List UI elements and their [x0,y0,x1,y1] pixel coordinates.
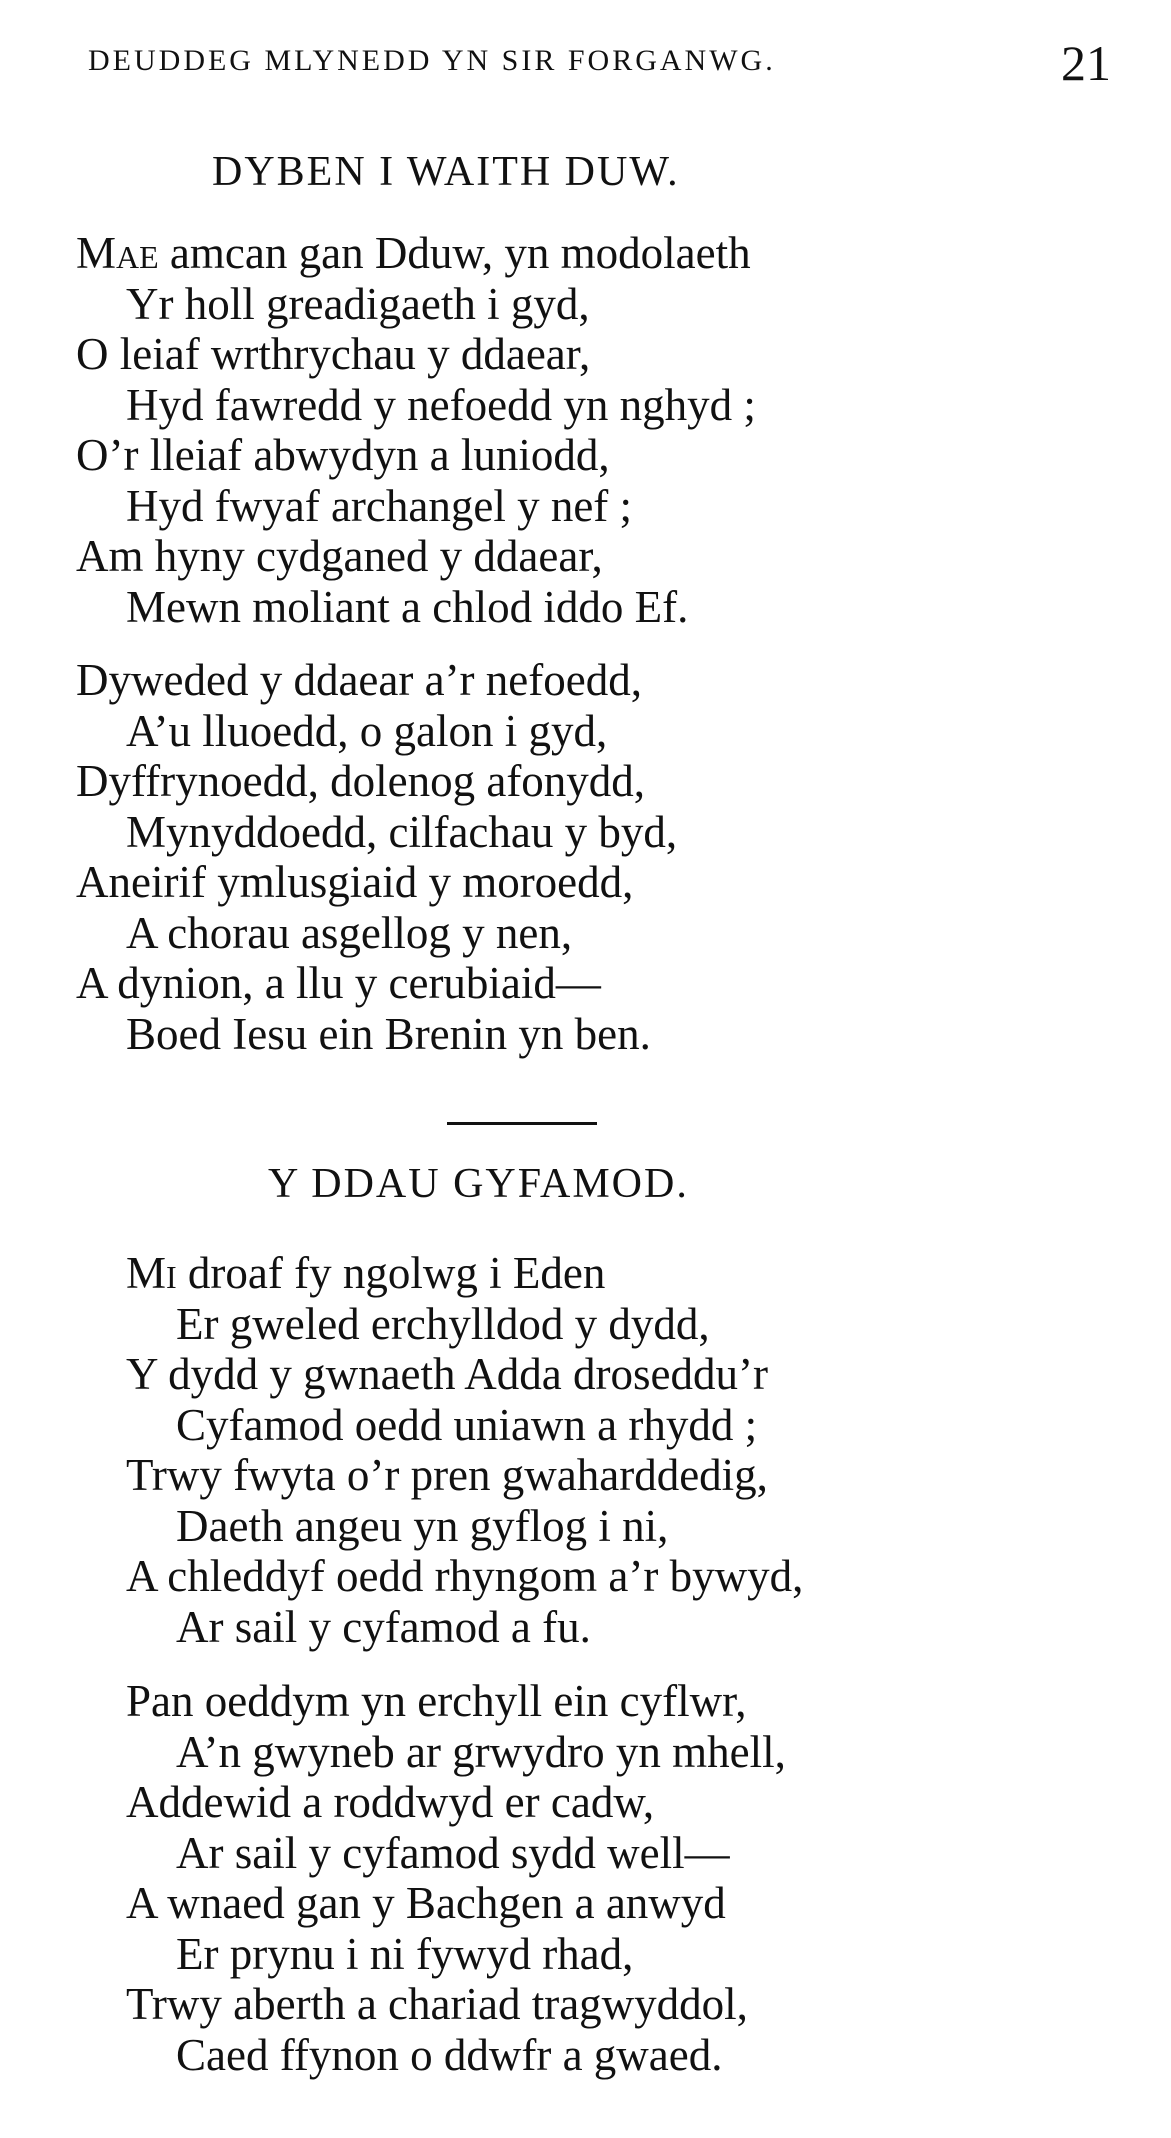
poem2-stanza-2 [126,1676,786,2080]
verse-line: Hyd fwyaf archangel y nef ; [126,480,633,531]
verse-line: A dynion, a llu y cerubiaid— [76,958,601,1008]
verse-line: Y dydd y gwnaeth Adda droseddu’r [126,1349,768,1399]
verse-line: A’u lluoedd, o galon i gyd, [126,705,608,756]
verse-line: Yr holl greadigaeth i gyd, [126,278,590,329]
poem-title-ddau-gyfamod: Y DDAU GYFAMOD. [268,1161,689,1207]
verse-line: Er gweled erchylldod y dydd, [176,1298,710,1349]
verse-line: Mynyddoedd, cilfachau y byd, [126,806,678,857]
initial-word: Mi [126,1248,177,1298]
verse-line: Ar sail y cyfamod sydd well— [176,1827,730,1878]
verse-line: Caed ffynon o ddwfr a gwaed. [176,2029,723,2080]
verse-line: A wnaed gan y Bachgen a anwyd [126,1878,726,1928]
poem1-stanza-1 [76,228,756,632]
verse-line: Trwy fwyta o’r pren gwaharddedig, [126,1450,768,1500]
section-divider [447,1122,597,1125]
verse-line: Pan oeddym yn erchyll ein cyflwr, [126,1676,747,1726]
verse-line: A chorau asgellog y nen, [126,907,573,958]
verse-line: Trwy aberth a chariad tragwyddol, [126,1979,748,2029]
verse-line [126,1248,803,1299]
poem2-stanza-1 [126,1248,803,1652]
verse-line: Hyd fawredd y nefoedd yn nghyd ; [126,379,756,430]
verse-line-rest: amcan gan Dduw, yn modolaeth [158,228,751,278]
verse-line: Dyweded y ddaear a’r nefoedd, [76,655,642,705]
verse-line: Daeth angeu yn gyflog i ni, [176,1500,669,1551]
verse-line: Aneirif ymlusgiaid y moroedd, [76,857,634,907]
verse-line-rest: droaf fy ngolwg i Eden [176,1248,606,1298]
verse-line: Er prynu i ni fywyd rhad, [176,1928,634,1979]
verse-line: A’n gwyneb ar grwydro yn mhell, [176,1726,786,1777]
poem1-stanza-2 [76,655,677,1059]
page-number: 21 [1061,35,1111,91]
initial-word: Mae [76,228,159,278]
verse-line: Cyfamod oedd uniawn a rhydd ; [176,1399,758,1450]
verse-line: Boed Iesu ein Brenin yn ben. [126,1008,651,1059]
verse-line: Addewid a roddwyd er cadw, [126,1777,655,1827]
verse-line: Dyffrynoedd, dolenog afonydd, [76,756,646,806]
verse-line: O leiaf wrthrychau y ddaear, [76,329,591,379]
running-header: DEUDDEG MLYNEDD YN SIR FORGANWG. [88,44,776,77]
verse-line [76,228,756,279]
poem-title-dyben: DYBEN I WAITH DUW. [212,149,680,195]
verse-line: Ar sail y cyfamod a fu. [176,1601,591,1652]
verse-line: Am hyny cydganed y ddaear, [76,531,603,581]
verse-line: Mewn moliant a chlod iddo Ef. [126,581,689,632]
verse-line: O’r lleiaf abwydyn a luniodd, [76,430,610,480]
verse-line: A chleddyf oedd rhyngom a’r bywyd, [126,1551,804,1601]
